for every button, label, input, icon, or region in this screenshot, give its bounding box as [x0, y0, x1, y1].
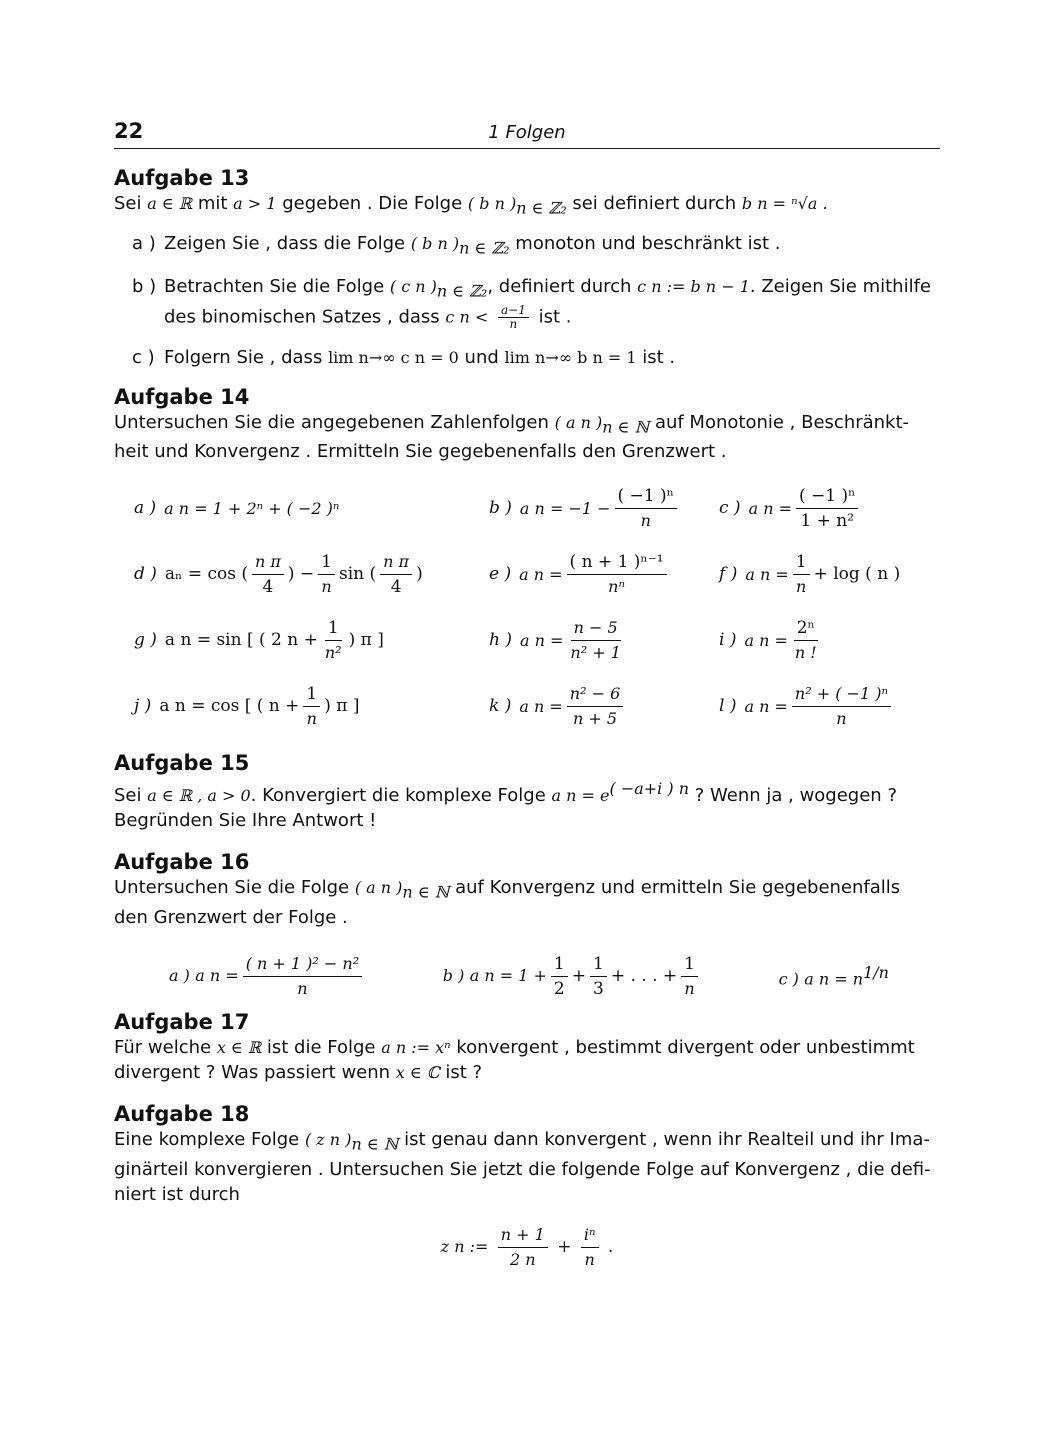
fraction — [303, 682, 320, 731]
denominator: n² + 1 — [570, 642, 621, 662]
math: c n < — [445, 307, 489, 327]
math: a n = e — [551, 786, 610, 806]
text: Folgern Sie , dass — [164, 346, 323, 368]
text: . Konvergiert die komplexe Folge — [250, 785, 546, 807]
exercise-text — [114, 875, 940, 930]
math: ( c n ) — [389, 277, 437, 297]
formula: a n = −1 − — [519, 498, 611, 518]
text: sei definiert durch — [572, 193, 737, 214]
text: heit und Konvergenz . Ermitteln Sie gegebenenfalls den Grenzwert . — [114, 441, 727, 463]
item-label: l ) — [719, 696, 737, 717]
formula: . — [607, 1236, 614, 1257]
page — [114, 118, 940, 1272]
exercise-15 — [114, 750, 940, 833]
formula: ) π ] — [348, 630, 384, 651]
fraction — [318, 550, 335, 599]
sequence-f — [719, 546, 959, 602]
item-label: c ) — [719, 498, 741, 519]
subtask-b — [132, 274, 940, 331]
fraction — [567, 616, 623, 665]
exercise-title: Aufgabe 16 — [114, 850, 250, 875]
text: ? Wenn ja , wogegen ? — [694, 785, 897, 807]
chapter-title: 1 Folgen — [488, 122, 566, 143]
item-label: k ) — [489, 696, 512, 717]
subtask-label: c ) — [132, 346, 155, 368]
exercise-14 — [114, 384, 940, 735]
text: Untersuchen Sie die Folge — [114, 877, 350, 899]
formula: a n = sin [ ( 2 n + — [164, 630, 318, 651]
denominator: 1 + n² — [800, 510, 855, 531]
subtask-c — [132, 345, 940, 370]
formula: z n := — [440, 1236, 489, 1256]
text: Begründen Sie Ihre Antwort ! — [114, 810, 377, 832]
fraction — [551, 952, 568, 1001]
denominator: n + 5 — [572, 708, 618, 728]
denominator: n — [297, 978, 308, 998]
sequence-j — [134, 678, 489, 734]
numerator: ( −1 )ⁿ — [615, 484, 678, 509]
numerator: ( n + 1 )² − n² — [243, 952, 362, 977]
text: ist . — [538, 306, 572, 328]
formula: sin ( — [339, 564, 377, 585]
sequence-c — [719, 480, 959, 536]
numerator: 1 — [325, 616, 342, 641]
text: , definiert durch — [487, 276, 632, 298]
text: Eine komplexe Folge — [114, 1128, 300, 1150]
page-header — [114, 118, 940, 149]
exercise-title: Aufgabe 15 — [114, 751, 250, 776]
text: . Zeigen Sie mithilfe — [749, 276, 931, 298]
item-label: f ) — [719, 564, 738, 585]
exercise-text — [114, 776, 940, 833]
fraction — [498, 304, 529, 331]
sequence-b: b ) a n = 1 + $\frac{1}{2}$ + $\frac{1}{3}$ + . . . + $\frac{1}{n}$ — [443, 952, 702, 1001]
exercise-title: Aufgabe 14 — [114, 384, 250, 409]
denominator: n — [509, 316, 518, 331]
denominator: 3 — [593, 978, 604, 999]
numerator: 1 — [793, 550, 810, 575]
item-label: b ) — [489, 498, 512, 519]
text: auf Konvergenz und ermitteln Sie gegebenenfalls — [455, 877, 901, 899]
fraction — [792, 682, 891, 731]
fraction — [796, 484, 859, 533]
fraction — [322, 616, 345, 665]
math-sub: n ∈ ℕ — [602, 417, 650, 437]
formula: a n = cos [ ( n + — [159, 696, 300, 717]
exercise-13 — [114, 165, 940, 370]
denominator: n ! — [794, 642, 817, 662]
text: mit — [197, 193, 228, 214]
math: a n := xⁿ — [381, 1037, 451, 1057]
fraction — [498, 1223, 548, 1272]
fraction — [792, 616, 820, 665]
math-sub: n ∈ ℤ₂ — [436, 281, 488, 301]
exercise-intro — [114, 191, 940, 221]
math: lim n→∞ b n = 1 — [504, 347, 637, 367]
math: lim n→∞ c n = 0 — [328, 347, 459, 367]
text: Zeigen Sie , dass die Folge — [164, 232, 406, 254]
text: ist ? — [445, 1061, 483, 1083]
exercise-intro — [114, 410, 940, 465]
formula: aₙ = cos ( — [164, 564, 248, 585]
math: x ∈ ℂ — [395, 1062, 440, 1082]
fraction — [252, 550, 284, 599]
denominator: 2 n — [510, 1249, 536, 1269]
formula: + log ( n ) — [813, 564, 901, 585]
numerator: ( n + 1 )ⁿ⁻¹ — [567, 550, 667, 575]
item-label: h ) — [489, 630, 512, 651]
display-formula — [114, 1223, 940, 1272]
exercise-17 — [114, 1009, 940, 1085]
fraction — [581, 1223, 599, 1272]
sequence-grid — [134, 480, 940, 734]
text: divergent ? Was passiert wenn — [114, 1061, 391, 1083]
denominator: 4 — [262, 576, 274, 597]
numerator: 1 — [681, 952, 698, 977]
math-sub: n ∈ ℤ₂ — [516, 198, 567, 218]
exercise-text — [114, 1127, 940, 1207]
fraction — [567, 682, 623, 731]
text: des binomischen Satzes , dass — [164, 306, 440, 328]
formula: ) π ] — [324, 696, 360, 717]
text: gegeben . Die Folge — [282, 193, 463, 214]
formula: a n = — [520, 630, 564, 650]
formula: a n = — [745, 564, 789, 584]
numerator: 1 — [318, 550, 335, 575]
exercise-16 — [114, 849, 940, 1001]
math: ( a n ) — [354, 878, 403, 898]
formula: a n = — [748, 498, 792, 518]
denominator: n — [306, 708, 317, 728]
subtask-label: b ) — [132, 276, 157, 298]
numerator: n² − 6 — [567, 682, 623, 707]
item-label: c ) — [778, 969, 799, 989]
item-label: g ) — [134, 630, 157, 651]
math: b n = ⁿ√a . — [741, 194, 828, 213]
denominator: n — [836, 708, 847, 728]
text: ist . — [642, 346, 676, 368]
text: konvergent , bestimmt divergent oder unbestimmt — [456, 1036, 915, 1058]
sequence-d — [134, 546, 489, 602]
text: Betrachten Sie die Folge — [164, 276, 385, 298]
fraction — [380, 550, 412, 599]
sequence-h — [489, 612, 719, 668]
numerator: 1 — [590, 952, 607, 977]
fraction — [681, 952, 698, 1001]
numerator: 2ⁿ — [794, 616, 818, 641]
subtasks — [132, 231, 940, 370]
text: monoton und beschränkt ist . — [515, 232, 781, 254]
formula: + . . . + — [610, 965, 678, 986]
numerator: n π — [380, 550, 412, 575]
formula: a n = 1 + — [469, 965, 547, 985]
formula: a n = — [744, 696, 788, 716]
item-label: d ) — [134, 564, 157, 585]
math: a > 1 — [233, 194, 277, 213]
subtask-label: a ) — [132, 232, 156, 254]
sequence-a — [169, 952, 366, 1001]
fraction — [567, 550, 667, 599]
denominator: n — [640, 510, 651, 530]
denominator: 2 — [553, 978, 565, 999]
numerator: iⁿ — [581, 1223, 599, 1248]
text: Untersuchen Sie die angegebenen Zahlenfolgen — [114, 411, 549, 433]
numerator: 1 — [303, 682, 320, 707]
fraction — [615, 484, 678, 533]
math: a ∈ ℝ — [147, 194, 193, 213]
text: Für welche — [114, 1036, 212, 1058]
math-sub: n ∈ ℕ — [351, 1134, 399, 1154]
formula: a n = — [519, 564, 563, 584]
denominator: n — [684, 978, 695, 998]
math: x ∈ ℝ — [216, 1037, 262, 1057]
math-sub: n ∈ ℤ₂ — [459, 238, 510, 258]
denominator: n — [584, 1249, 595, 1269]
numerator: a−1 — [498, 304, 529, 318]
formula: a n = — [195, 965, 239, 985]
sequence-a — [134, 480, 489, 536]
sequence-b — [489, 480, 719, 536]
sequence-l — [719, 678, 959, 734]
item-label: a ) — [169, 965, 190, 985]
text: ist die Folge — [266, 1036, 376, 1058]
formula: ) — [416, 564, 423, 585]
formula: a n = n — [804, 969, 864, 989]
item-label: i ) — [719, 630, 737, 651]
formula: a n = — [519, 696, 563, 716]
math-sub: n ∈ ℕ — [402, 882, 450, 902]
text: und — [464, 346, 499, 368]
text: auf Monotonie , Beschränkt- — [654, 411, 910, 433]
denominator: n² — [324, 642, 342, 662]
exercise-title: Aufgabe 17 — [114, 1009, 250, 1034]
item-label: j ) — [134, 696, 152, 717]
sequence-e — [489, 546, 719, 602]
formula: a n = — [744, 630, 788, 650]
exercise-18 — [114, 1101, 940, 1272]
math: c n := b n − 1 — [637, 277, 750, 297]
numerator: n − 5 — [571, 616, 621, 641]
exercise-title: Aufgabe 13 — [114, 166, 250, 190]
item-label: b ) — [442, 965, 465, 985]
numerator: 1 — [551, 952, 568, 977]
text: Sei — [114, 193, 142, 214]
fraction — [590, 952, 607, 1001]
exercise-title: Aufgabe 18 — [114, 1101, 250, 1126]
sequence-i — [719, 612, 959, 668]
text: den Grenzwert der Folge . — [114, 906, 348, 928]
numerator: n² + ( −1 )ⁿ — [792, 682, 891, 707]
formula: ) − — [287, 564, 315, 585]
text: ginärteil konvergieren . Untersuchen Sie jetzt die folgende Folge auf Konvergenz , die defi- — [114, 1158, 931, 1180]
numerator: n π — [252, 550, 284, 575]
formula: + — [557, 1236, 572, 1257]
denominator: n — [321, 576, 332, 596]
sequence-k — [489, 678, 719, 734]
sequence-g — [134, 612, 489, 668]
denominator: n — [796, 576, 807, 596]
denominator: nⁿ — [608, 576, 625, 596]
math: ( z n ) — [304, 1129, 352, 1149]
numerator: ( −1 )ⁿ — [796, 484, 859, 509]
math: ( a n ) — [554, 412, 603, 432]
math: ( b n ) — [467, 194, 517, 213]
fraction — [793, 550, 810, 599]
math-exponent: ( −a+i ) n — [609, 779, 690, 799]
exercise-text — [114, 1035, 940, 1085]
text: ist genau dann konvergent , wenn ihr Realteil und ihr Ima- — [404, 1128, 930, 1150]
subtask-a — [132, 231, 940, 261]
math: ( b n ) — [410, 233, 460, 253]
math-exponent: 1/n — [863, 963, 889, 983]
text: Sei — [114, 785, 142, 807]
text: niert ist durch — [114, 1183, 240, 1205]
numerator: n + 1 — [498, 1223, 548, 1248]
page-number: 22 — [114, 119, 144, 143]
formula: a n = 1 + 2ⁿ + ( −2 )ⁿ — [164, 498, 340, 518]
denominator: 4 — [390, 576, 402, 597]
sequence-c — [779, 963, 889, 990]
fraction — [243, 952, 362, 1001]
item-label: e ) — [489, 564, 512, 585]
sequence-row — [169, 952, 889, 1001]
math: a ∈ ℝ , a > 0 — [147, 786, 251, 806]
item-label: a ) — [134, 498, 157, 519]
